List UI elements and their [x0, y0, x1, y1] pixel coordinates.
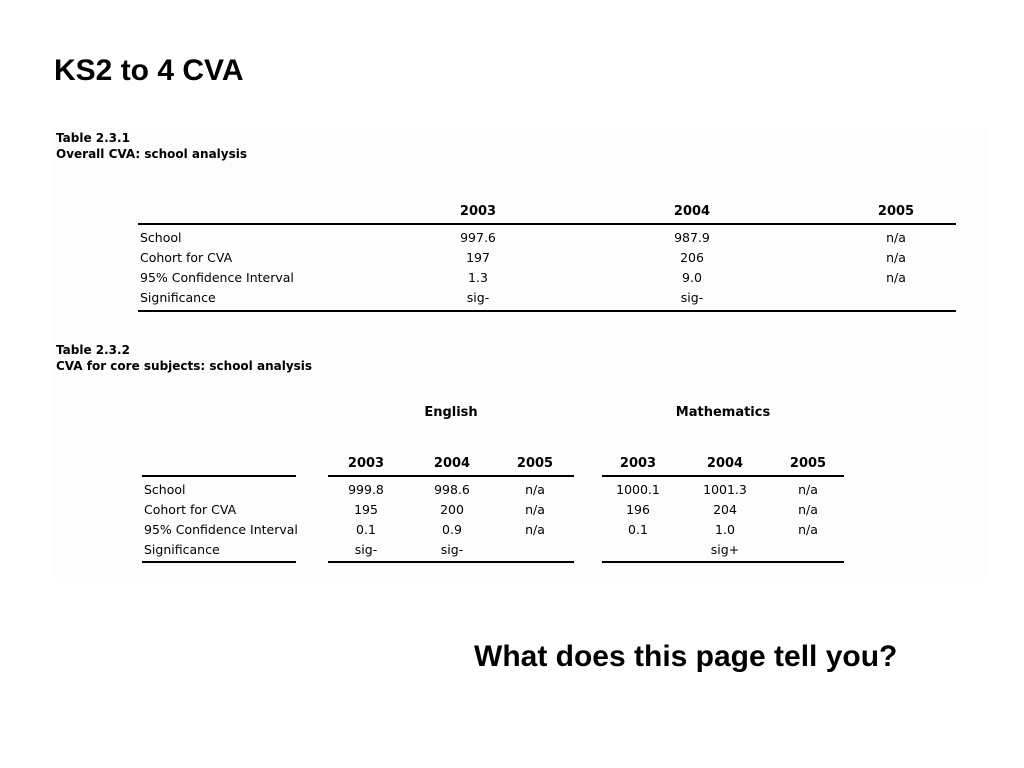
table-cell: n/a [798, 502, 818, 517]
table-cell: 196 [626, 502, 650, 517]
table-row [138, 248, 956, 268]
row-label: Cohort for CVA [144, 502, 237, 517]
table-cell: n/a [525, 502, 545, 517]
table-cell: sig+ [710, 542, 740, 557]
row-label: 95% Confidence Interval [140, 270, 294, 285]
table2-top-rule-english [328, 475, 574, 477]
table-cell: 206 [680, 250, 704, 265]
table1-caption [56, 130, 247, 162]
table2-col-header: 2005 [516, 456, 554, 471]
table-cell: 997.6 [460, 230, 496, 245]
table-cell: n/a [798, 482, 818, 497]
table2-col-header: 2004 [433, 456, 471, 471]
table-cell: n/a [886, 250, 906, 265]
table1-top-rule [138, 223, 956, 225]
table1-bottom-rule [138, 310, 956, 312]
table-row [142, 540, 846, 560]
table2-col-header: 2004 [706, 456, 744, 471]
table-cell: 998.6 [434, 482, 470, 497]
table-cell: sig- [680, 290, 704, 305]
table-cell: 197 [466, 250, 490, 265]
report-figure [54, 128, 988, 578]
table-cell: n/a [525, 522, 545, 537]
table2-bottom-rule-maths [602, 561, 844, 563]
table1-caption-number: Table 2.3.1 [56, 131, 130, 145]
table2-caption-number: Table 2.3.2 [56, 343, 130, 357]
table2-top-rule-maths [602, 475, 844, 477]
group-title-english: English [424, 405, 478, 420]
table2-bottom-rule-labels [142, 561, 296, 563]
table2-col-header: 2005 [789, 456, 827, 471]
row-label: Significance [144, 542, 220, 557]
table2-col-header: 2003 [619, 456, 657, 471]
row-label: School [140, 230, 182, 245]
group-title-mathematics: Mathematics [675, 405, 771, 420]
table2-top-rule-labels [142, 475, 296, 477]
table2-header-row [142, 454, 846, 474]
row-label: School [144, 482, 186, 497]
table2-col-header: 2003 [347, 456, 385, 471]
slide-question: What does this page tell you? [474, 640, 898, 673]
row-label: Cohort for CVA [140, 250, 233, 265]
table-row [142, 480, 846, 500]
table1-caption-title: Overall CVA: school analysis [56, 147, 247, 161]
table1 [138, 202, 956, 314]
row-label: 95% Confidence Interval [144, 522, 298, 537]
table1-col-header: 2004 [673, 204, 711, 219]
slide-title: KS2 to 4 CVA [54, 54, 244, 87]
table2-caption-title: CVA for core subjects: school analysis [56, 359, 313, 373]
table-cell: 1.0 [715, 522, 735, 537]
table-row [142, 500, 846, 520]
table-cell: 999.8 [348, 482, 384, 497]
table-cell: n/a [525, 482, 545, 497]
row-label: Significance [140, 290, 216, 305]
table-cell: sig- [354, 542, 378, 557]
table1-header-row [138, 202, 956, 222]
table-cell: 0.1 [628, 522, 648, 537]
table-row [138, 268, 956, 288]
table-cell: n/a [798, 522, 818, 537]
table-row [138, 288, 956, 308]
table-cell: 0.1 [356, 522, 376, 537]
table-cell: 1.3 [468, 270, 488, 285]
table-cell: 1001.3 [703, 482, 747, 497]
table-row [142, 520, 846, 540]
table-cell: 204 [713, 502, 737, 517]
table-cell: 200 [440, 502, 464, 517]
table-cell: n/a [886, 270, 906, 285]
table1-col-header: 2003 [459, 204, 497, 219]
table-row [138, 228, 956, 248]
table-cell: 195 [354, 502, 378, 517]
table-cell: n/a [886, 230, 906, 245]
table-cell: sig- [466, 290, 490, 305]
table2-caption [56, 342, 312, 374]
table-cell: 9.0 [682, 270, 702, 285]
table-cell: sig- [440, 542, 464, 557]
table1-col-header: 2005 [877, 204, 915, 219]
table2 [142, 404, 846, 568]
table-cell: 987.9 [674, 230, 710, 245]
table-cell: 1000.1 [616, 482, 660, 497]
table-cell: 0.9 [442, 522, 462, 537]
table2-bottom-rule-english [328, 561, 574, 563]
